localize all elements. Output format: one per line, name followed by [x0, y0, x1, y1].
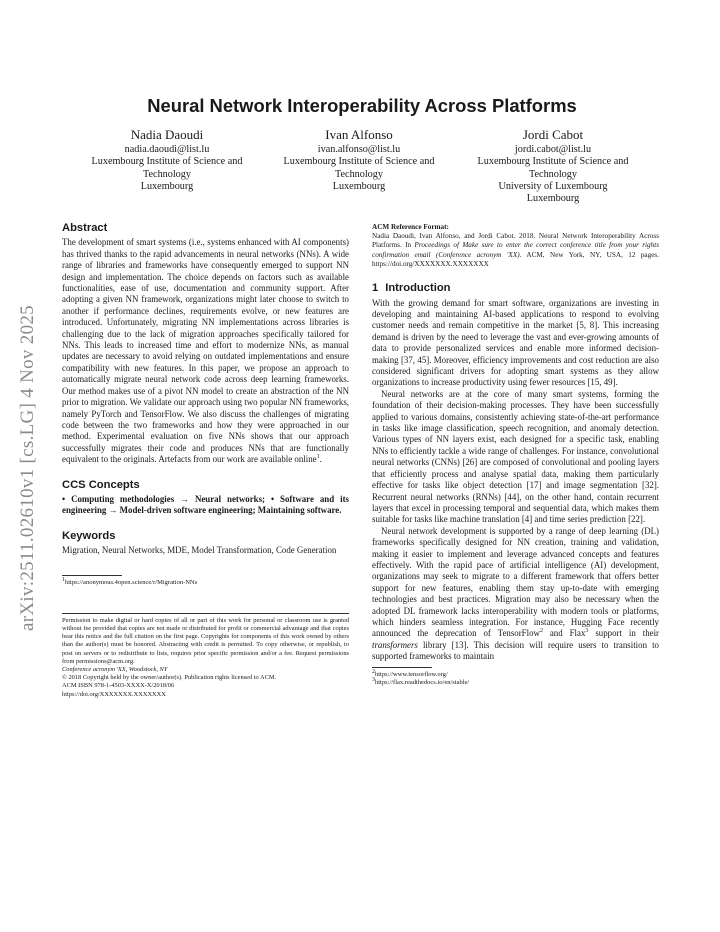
author-affiliation: Luxembourg: [332, 180, 386, 192]
abstract-text: The development of smart systems (i.e., systems enhanced with AI components) has thrived thanks to the rapid advancements in neural networks (NNs). A wide range of libraries and frameworks have consequently emerged to support NN design and implementation. The choice depends on factors such as available functionalities, ease of use, documentation and community support. After adopting a given NN framework, organizations might later choose to switch to another if performance declines, requirements evolve, or new features are introduced. Unfortunately, migrating NN implementations across libraries is challenging due to the lack of migration approaches specifically tailored for NNs. This leads to increased time and effort to modernize NNs, as manual updates are necessary to avoid relying on outdated implementations and ensure compatibility with new features. In this paper, we propose an approach to automatically migrate neural network code across deep learning frameworks. Our method makes use of a pivot NN model to create an abstraction of the NN prior to migration. We validate our approach using two popular NN frameworks, namely PyTorch and TensorFlow. We also discuss the challenges of migrating code between the two frameworks and how they were approached in our method. Experimental evaluation on five NNs shows that our approach successfully migrates their code and produces NNs that are functionally equivalent to the originals. Artefacts from our work are available online$^1$.: [62, 237, 349, 465]
author-name: Nadia Daoudi: [130, 127, 204, 142]
conference-info: Conference acronym 'XX, Woodstock, NY: [62, 666, 168, 674]
paper-title: Neural Network Interoperability Across Platforms: [147, 95, 577, 116]
footnote-rule: [62, 575, 122, 576]
section-heading-introduction: 1 Introduction: [372, 282, 451, 295]
footnote-2: 2https://www.tensorflow.org/: [372, 668, 448, 678]
author-name: Ivan Alfonso: [325, 127, 393, 142]
right-column: [372, 223, 659, 687]
author-email: nadia.daoudi@list.lu: [124, 144, 210, 155]
acm-reference-text: Nadia Daoudi, Ivan Alfonso, and Jordi Cabot. 2018. Neural Network Interoperability Across Platforms. In Proceedings of Make sure to enter the correct conference title from your rights confirmation email (Conference acronym 'XX). ACM, New York, NY, USA, 12 pages. https://doi.org/XXXXXXX.XXXXXXX: [372, 232, 660, 268]
doi-text: https://doi.org/XXXXXXX.XXXXXXX: [62, 690, 166, 698]
copyright-text: © 2018 Copyright held by the owner/author(s). Publication rights licensed to ACM.: [62, 674, 277, 682]
abstract-heading: Abstract: [62, 222, 108, 234]
author-affiliation: Technology: [143, 168, 191, 180]
author-affiliation: Luxembourg: [140, 180, 194, 192]
keywords-heading: Keywords: [62, 529, 116, 542]
author-affiliation: Luxembourg: [526, 193, 580, 205]
intro-paragraph-2: Neural networks are at the core of many smart systems, forming the foundation of their decision-making processes. They have been successfully applied to various domains, consistently achieving state-of-the-art performance in tasks like image classification, speech recognition, and anomaly detection. Various types of NN layers exist, each designed for a specific task, enabling NNs to efficiently tackle a wide range of challenges. For instance, convolutional neural networks (CNNs) [26] are composed of convolutional and pooling layers that efficiently process and analyse spatial data, making them particularly effective for tasks like object detection [17] and image segmentation [32]. Recurrent neural networks (RNNs) [44], on the other hand, contain recurrent layers that excel in processing temporal and sequential data, which makes them suitable for tasks like machine translation [4] and time series prediction [22].: [372, 388, 659, 525]
author-affiliation: Luxembourg Institute of Science and: [91, 156, 243, 168]
author-email: jordi.cabot@list.lu: [514, 144, 592, 155]
author-email: ivan.alfonso@list.lu: [317, 144, 401, 155]
author-affiliation: University of Luxembourg: [498, 180, 608, 192]
footnote-mark: 1: [316, 454, 320, 461]
footnote-rule: [372, 667, 432, 668]
intro-paragraph-1: With the growing demand for smart software, organizations are investing in developing and maintaining AI-based applications to respond to evolving customer needs and remain competitive in the market [5, 8]. This increasing demand is driven by the need to leverage the vast and ever-growing amounts of data to provide personalized services and enable more informed decision-making [37, 45]. Moreover, efficiency improvements and cost reduction are also considered significant drivers for adopting smart systems as they allow organizations to increase productivity using fewer resources [15, 49].: [372, 297, 659, 388]
arxiv-id-text: arXiv:2511.02610v1 [cs.LG] 4 Nov 2025: [17, 305, 38, 631]
permission-text: Permission to make digital or hard copies of all or part of this work for personal or classroom use is granted without fee provided that copies are not made or distributed for profit or commercial advantage and that copies bear this notice and the full citation on the first page. Copyrights for components of this work owned by others than the author(s) must be honored. Abstracting with credit is permitted. To copy otherwise, or republish, to post on servers or to redistribute to lists, requires prior specific permission and/or a fee. Request permissions from permissions@acm.org.: [62, 616, 349, 665]
keywords-text: Migration, Neural Networks, MDE, Model Transformation, Code Generation: [62, 545, 337, 556]
author-affiliation: Technology: [529, 168, 577, 180]
ccs-text: • Computing methodologies → Neural networks; • Software and its engineering → Model-driven software engineering; Maintaining software.: [62, 493, 349, 516]
author-block-1: [72, 127, 262, 193]
intro-paragraph-3: Neural network development is supported by a range of deep learning (DL) frameworks specifically designed for NN creation, training and validation, making it easier to implement and leverage advanced concepts and features effectively. With the rapid pace of artificial intelligence (AI) development, organizations may seek to migrate to a different framework that offers better support for new features, enabling them stay up-to-date with emerging technologies and best practices. Migration may also be necessary when the adopted DL framework lacks interoperability with modern tools or platforms, which hinders seamless integration. For instance, Hugging Face recently announced the deprecation of TensorFlow$^2$ and Flax$^3$ support in their transformers library [13]. This decision will require users to transition to supported frameworks to maintain: [372, 525, 660, 662]
author-block-2: [264, 127, 454, 193]
author-affiliation: Luxembourg Institute of Science and: [477, 156, 629, 168]
ccs-heading: CCS Concepts: [62, 478, 140, 491]
permission-block: [62, 617, 349, 699]
isbn-text: ACM ISBN 978-1-4503-XXXX-X/2018/06: [62, 682, 175, 690]
left-column: [62, 223, 349, 699]
permission-rule: [62, 613, 349, 614]
footnote-1: 1https://anonymous.4open.science/r/Migration-NNs: [62, 576, 198, 586]
author-affiliation: Luxembourg Institute of Science and: [283, 156, 435, 168]
acm-reference-heading: ACM Reference Format:: [372, 223, 449, 231]
footnote-3: 3https://flax.readthedocs.io/en/stable/: [372, 676, 470, 686]
author-affiliation: Technology: [335, 168, 383, 180]
author-block-3: [458, 127, 648, 205]
author-name: Jordi Cabot: [522, 127, 584, 142]
